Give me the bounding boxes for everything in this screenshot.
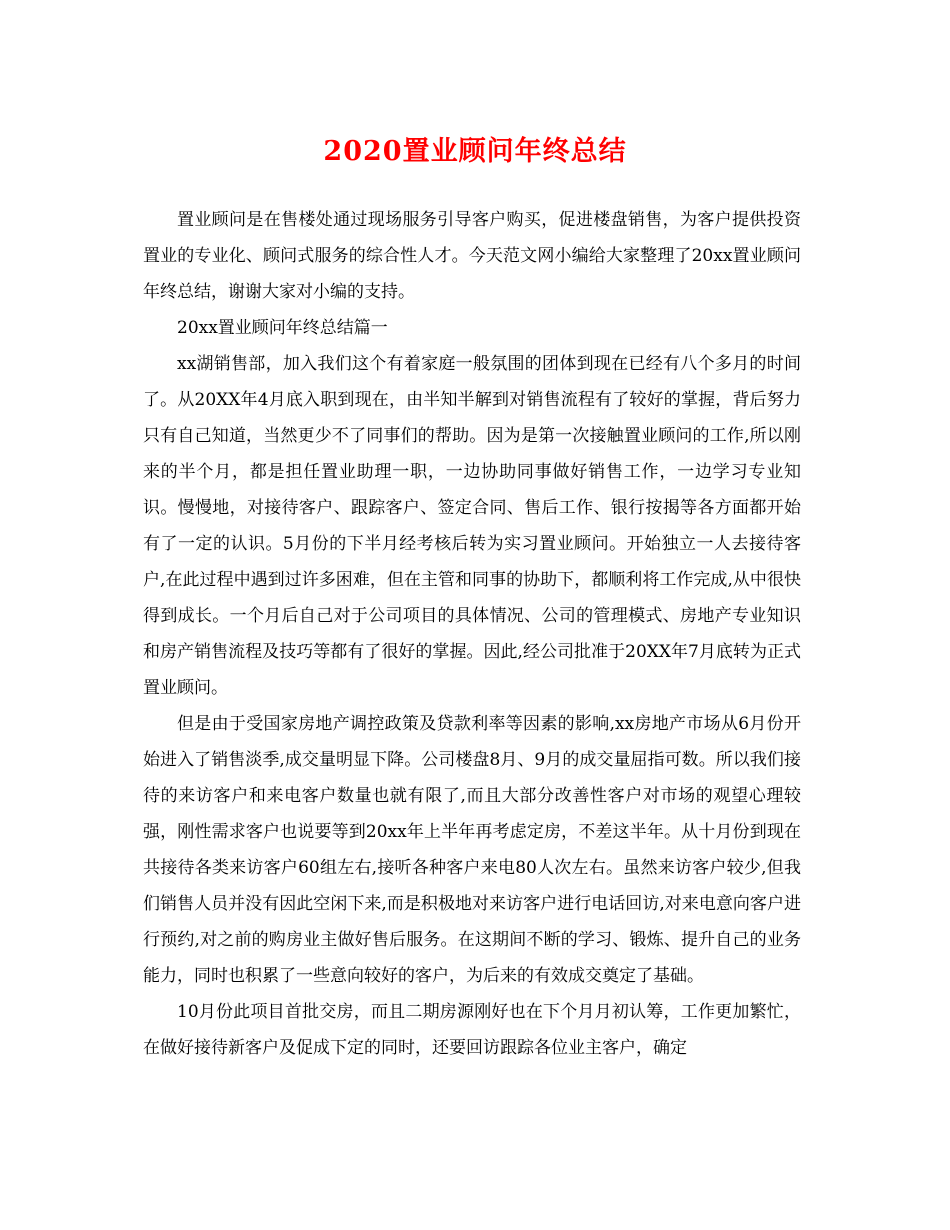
section-heading: 20xx置业顾问年终总结篇一 [177,318,388,338]
paragraph-intro: 置业顾问是在售楼处通过现场服务引导客户购买，促进楼盘销售，为客户提供投资置业的专业化、顾问式服务的综合性人才。今天范文网小编给大家整理了20xx置业顾问年终总结，谢谢大家对小编的支持。 [143,210,801,302]
document-body [143,202,801,1066]
document-title: 2020置业顾问年终总结 [323,136,627,167]
paragraph-october: 10月份此项目首批交房，而且二期房源刚好也在下个月月初认筹，工作更加繁忙，在做好接待新客户及促成下定的同时，还要回访跟踪各位业主客户，确定 [143,1002,801,1058]
paragraph-experience: xx湖销售部，加入我们这个有着家庭一般氛围的团体到现在已经有八个多月的时间了。从20XX年4月底入职到现在，由半知半解到对销售流程有了较好的掌握，背后努力只有自己知道，当然更少不了同事们的帮助。因为是第一次接触置业顾问的工作,所以刚来的半个月，都是担任置业助理一职，一边协助同事做好销售工作，一边学习专业知识。慢慢地，对接待客户、跟踪客户、签定合同、售后工作、银行按揭等各方面都开始有了一定的认识。5月份的下半月经考核后转为实习置业顾问。开始独立一人去接待客户,在此过程中遇到过许多困难，但在主管和同事的协助下，都顺利将工作完成,从中很快得到成长。一个月后自己对于公司项目的具体情况、公司的管理模式、房地产专业知识和房产销售流程及技巧等都有了很好的掌握。因此,经公司批准于20XX年7月底转为正式置业顾问。 [143,354,801,698]
paragraph-market: 但是由于受国家房地产调控政策及贷款利率等因素的影响,xx房地产市场从6月份开始进入了销售淡季,成交量明显下降。公司楼盘8月、9月的成交量屈指可数。所以我们接待的来访客户和来电客户数量也就有限了,而且大部分改善性客户对市场的观望心理较强，刚性需求客户也说要等到20xx年上半年再考虑定房，不差这半年。从十月份到现在共接待各类来访客户60组左右,接听各种客户来电80人次左右。虽然来访客户较少,但我们销售人员并没有因此空闲下来,而是积极地对来访客户进行电话回访,对来电意向客户进行预约,对之前的购房业主做好售后服务。在这期间不断的学习、锻炼、提升自己的业务能力，同时也积累了一些意向较好的客户，为后来的有效成交奠定了基础。 [143,714,801,986]
